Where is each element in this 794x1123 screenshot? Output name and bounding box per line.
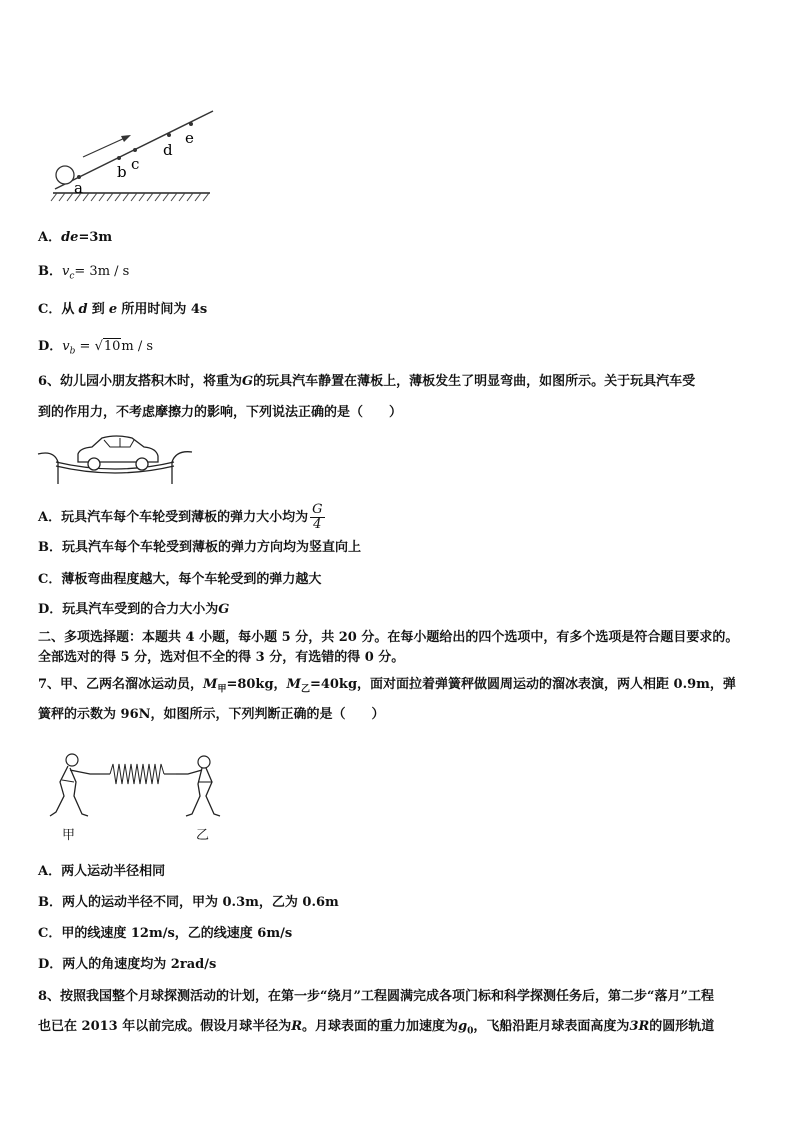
q8-stem-line2: 也已在 2013 年以前完成。假设月球半径为R。月球表面的重力加速度为$g_0$，飞船沿距月球表面高度为3R的圆形轨道 (38, 1019, 715, 1037)
point-label-a: a (74, 179, 83, 197)
fraction-g-over-4: $\frac{G}{4}$ (312, 502, 323, 532)
q7-option-d: D．两人的角速度均为 2rad/s (38, 957, 217, 972)
q6-option-a: A．玩具汽车每个车轮受到薄板的弹力大小均为 $\frac{G}{4}$ (38, 502, 323, 532)
q6-stem-line1: 6、幼儿园小朋友搭积木时，将重为G的玩具汽车静置在薄板上，薄板发生了明显弯曲，如图所示。关于玩具汽车受 (38, 374, 696, 389)
q5-option-d: D．$v_b = √10m / s$ (38, 339, 154, 357)
section2-heading-line2: 全部选对的得 5 分，选对但不全的得 3 分，有选错的得 0 分。 (38, 650, 405, 665)
point-label-c: c (131, 155, 140, 173)
incline-figure (45, 105, 220, 205)
q7-option-c: C．甲的线速度 12m/s，乙的线速度 6m/s (38, 926, 293, 941)
q7-option-a: A．两人运动半径相同 (38, 864, 166, 879)
skater-label-right: 乙 (196, 828, 210, 843)
q6-option-d: D．玩具汽车受到的合力大小为G (38, 602, 230, 617)
q8-stem-line1: 8、按照我国整个月球探测活动的计划，在第一步“绕月”工程圆满完成各项门标和科学探测任务后，第二步“落月”工程 (38, 989, 714, 1004)
q7-option-b: B．两人的运动半径不同，甲为 0.3m，乙为 0.6m (38, 895, 339, 910)
point-label-b: b (117, 163, 127, 181)
skater-label-left: 甲 (62, 828, 76, 843)
q5-option-a: A．de=3m (38, 230, 113, 245)
q6-option-b: B．玩具汽车每个车轮受到薄板的弹力方向均为竖直向上 (38, 540, 361, 555)
q7-stem-line1: 7、甲、乙两名溜冰运动员，$M_甲=80kg$，$M_乙=40kg$，面对面拉着弹簧秤做圆周运动的溜冰表演，两人相距 0.9m，弹 (38, 677, 736, 695)
q5-option-b: B．$v_c= 3m / s$ (38, 264, 130, 282)
q7-stem-line2: 簧秤的示数为 96N，如图所示，下列判断正确的是（ ） (38, 707, 385, 722)
q6-stem-line2: 到的作用力，不考虑摩擦力的影响，下列说法正确的是（ ） (38, 405, 403, 420)
point-label-e: e (185, 129, 194, 147)
q6-option-c: C．薄板弯曲程度越大，每个车轮受到的弹力越大 (38, 572, 322, 587)
toy-car-figure (36, 432, 196, 492)
skaters-figure (40, 752, 240, 824)
q5-option-c: C．从 d 到 e 所用时间为 4s (38, 302, 208, 317)
point-label-d: d (163, 141, 173, 159)
section2-heading-line1: 二、多项选择题：本题共 4 小题，每小题 5 分，共 20 分。在每小题给出的四个选项中，有多个选项是符合题目要求的。 (38, 630, 739, 645)
